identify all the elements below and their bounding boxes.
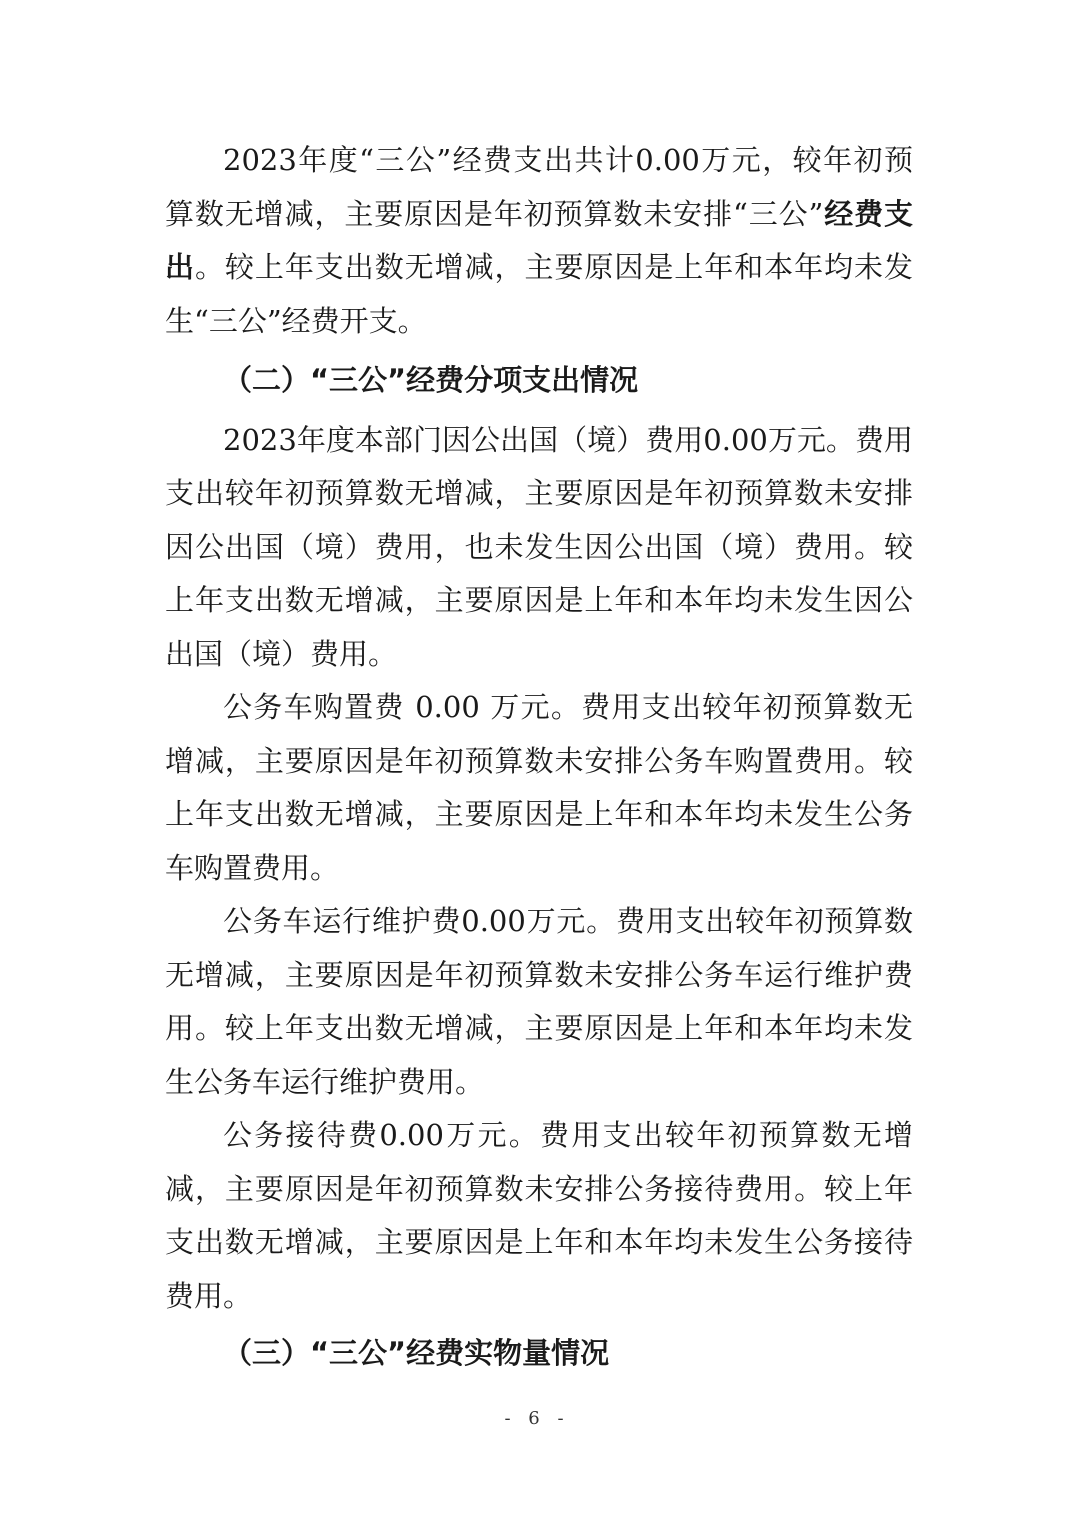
paragraph-vehicle-maintenance: 公务车运行维护费0.00万元。费用支出较年初预算数无增减，主要原因是年初预算数未安排公务车运行维护费用。较上年支出数无增减，主要原因是上年和本年均未发生公务车运行维护费用。	[165, 904, 913, 1099]
paragraph-total-expenditure	[165, 134, 913, 348]
paragraph-text: 2023年度“三公”经费支出共计0.00万元，较年初预算数无增减，主要原因是年初预算数未安排“三公”	[165, 143, 913, 231]
section-heading-itemized: （二）“三公”经费分项支出情况	[223, 363, 639, 397]
bold-phrase: 经费支出	[165, 196, 913, 284]
paragraph-text-end: 。较上年支出数无增减，主要原因是上年和本年均未发生“三公”经费开支。	[165, 250, 913, 338]
paragraph-official-reception: 公务接待费0.00万元。费用支出较年初预算数无增减，主要原因是年初预算数未安排公务接待费用。较上年支出数无增减，主要原因是上年和本年均未发生公务接待费用。	[165, 1118, 913, 1313]
section-heading-physical-quantity: （三）“三公”经费实物量情况	[223, 1336, 610, 1370]
paragraph-vehicle-purchase: 公务车购置费 0.00 万元。费用支出较年初预算数无增减，主要原因是年初预算数未安排公务车购置费用。较上年支出数无增减，主要原因是上年和本年均未发生公务车购置费用。	[165, 690, 913, 885]
paragraph-overseas-travel: 2023年度本部门因公出国（境）费用0.00万元。费用支出较年初预算数无增减，主要原因是年初预算数未安排因公出国（境）费用，也未发生因公出国（境）费用。较上年支出数无增减，主要原因是上年和本年均未发生因公出国（境）费用。	[165, 422, 913, 671]
page-number: - 6 -	[504, 1408, 570, 1429]
document-body	[165, 134, 913, 1381]
